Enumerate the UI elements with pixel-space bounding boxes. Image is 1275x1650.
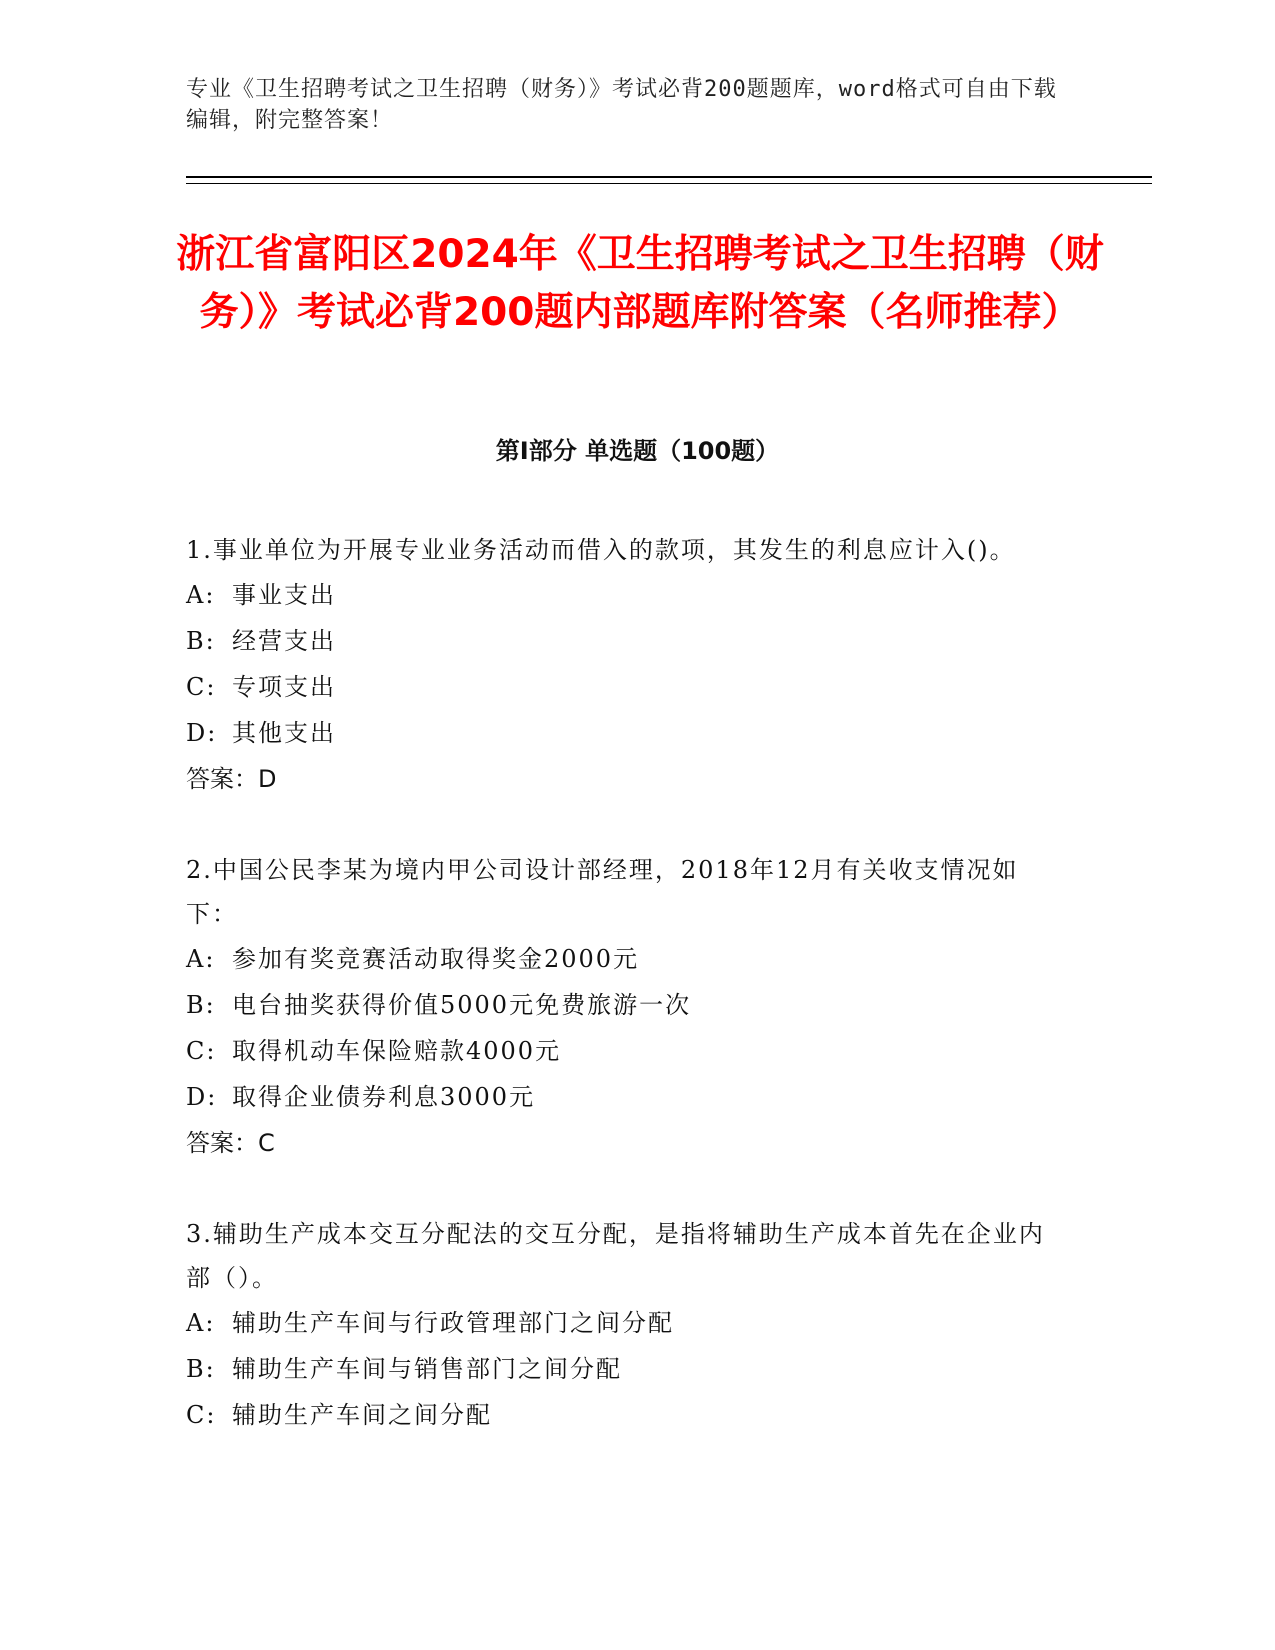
option-letter: C:	[186, 1037, 217, 1065]
option-text: 取得企业债券利息3000元	[232, 1083, 536, 1111]
option-text: 辅助生产车间之间分配	[232, 1401, 492, 1429]
option-d	[186, 710, 1066, 756]
option-a	[186, 572, 1066, 618]
question-1	[186, 528, 1066, 802]
option-letter: B:	[186, 991, 216, 1019]
document-title: 浙江省富阳区2024年《卫生招聘考试之卫生招聘（财务）》考试必背200题内部题库附答案（名师推荐）	[176, 232, 1104, 335]
answer-line: 答案：D	[186, 765, 277, 793]
option-text: 辅助生产车间与销售部门之间分配	[232, 1355, 622, 1383]
option-text: 事业支出	[232, 581, 336, 609]
question-list	[186, 528, 1066, 1484]
option-c	[186, 1028, 1066, 1074]
option-letter: B:	[186, 627, 216, 655]
question-2	[186, 848, 1066, 1166]
option-text: 其他支出	[232, 719, 336, 747]
option-d	[186, 1074, 1066, 1120]
header-divider-thin	[186, 183, 1152, 184]
option-text: 取得机动车保险赔款4000元	[232, 1037, 562, 1065]
option-a	[186, 1300, 1066, 1346]
question-stem: 1.事业单位为开展专业业务活动而借入的款项，其发生的利息应计入()。	[186, 536, 1016, 564]
option-letter: D:	[186, 1083, 218, 1111]
option-text: 专项支出	[232, 673, 336, 701]
question-3	[186, 1212, 1066, 1438]
option-text: 辅助生产车间与行政管理部门之间分配	[232, 1309, 674, 1337]
option-letter: C:	[186, 673, 217, 701]
option-text: 电台抽奖获得价值5000元免费旅游一次	[232, 991, 692, 1019]
option-text: 参加有奖竞赛活动取得奖金2000元	[232, 945, 640, 973]
option-letter: A:	[186, 1309, 216, 1337]
section-heading: 第Ⅰ部分 单选题（100题）	[495, 437, 780, 465]
option-c	[186, 1392, 1066, 1438]
question-stem: 2.中国公民李某为境内甲公司设计部经理，2018年12月有关收支情况如下：	[186, 856, 1019, 928]
option-letter: A:	[186, 945, 216, 973]
option-b	[186, 982, 1066, 1028]
option-text: 经营支出	[232, 627, 336, 655]
option-b	[186, 1346, 1066, 1392]
option-b	[186, 618, 1066, 664]
header-divider-thick	[186, 176, 1152, 178]
option-letter: B:	[186, 1355, 216, 1383]
option-letter: C:	[186, 1401, 217, 1429]
option-letter: A:	[186, 581, 216, 609]
option-a	[186, 936, 1066, 982]
question-stem: 3.辅助生产成本交互分配法的交互分配，是指将辅助生产成本首先在企业内部（）。	[186, 1220, 1045, 1292]
option-letter: D:	[186, 719, 218, 747]
header-note: 专业《卫生招聘考试之卫生招聘（财务）》考试必背200题题库，word格式可自由下载编辑，附完整答案！	[186, 77, 1057, 133]
answer-line: 答案：C	[186, 1129, 275, 1157]
option-c	[186, 664, 1066, 710]
